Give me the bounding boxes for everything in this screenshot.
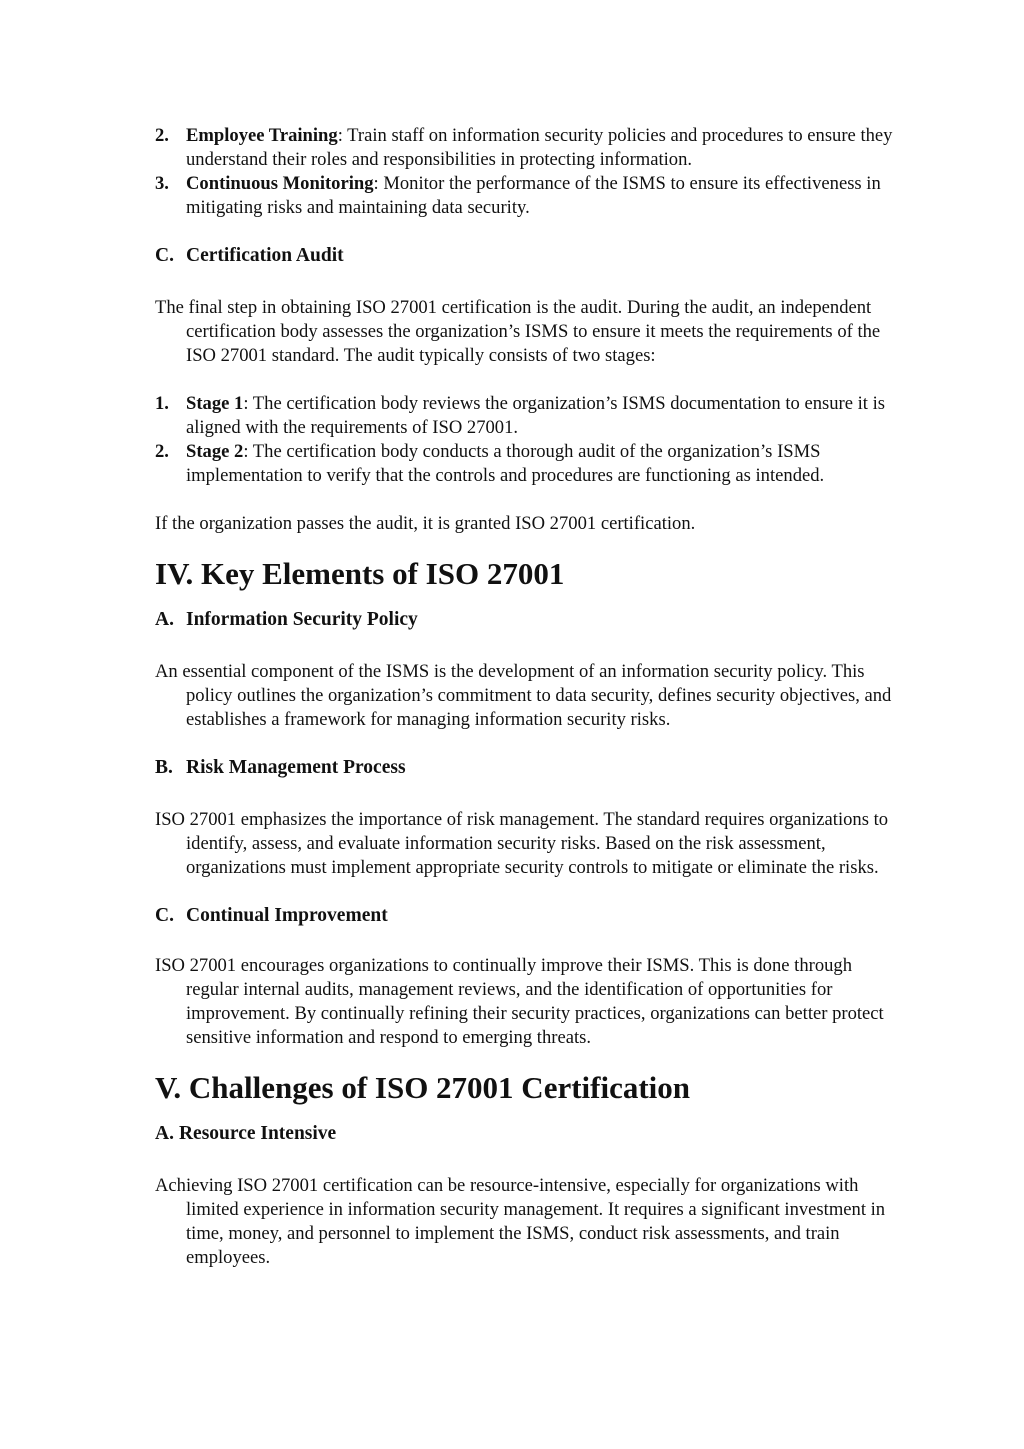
subheading-risk-management-process <box>155 756 905 780</box>
list-text: : Train staff on information security policies and procedures to ensure they understand their roles and responsibilities in protecting information. <box>186 125 893 170</box>
subheading-resource-intensive <box>155 1122 905 1146</box>
subheading-text: Continual Improvement <box>186 905 388 926</box>
list-item <box>155 440 905 488</box>
subheading-text: Certification Audit <box>186 245 344 266</box>
list-text: : Monitor the performance of the ISMS to ensure its effectiveness in mitigating risks and maintaining data security. <box>186 173 881 218</box>
subheading-letter: C. <box>155 905 174 926</box>
paragraph-risk-management-process: ISO 27001 emphasizes the importance of risk management. The standard requires organizations to identify, assess, and evaluate information security risks. Based on the risk assessment, organizations must implement appropriate security controls to mitigate or eliminate the risks. <box>155 809 889 878</box>
subheading-letter: A. <box>155 609 174 630</box>
subheading-letter: B. <box>155 757 173 778</box>
subheading-letter: A. <box>155 1123 174 1144</box>
list-term: Continuous Monitoring <box>186 173 374 194</box>
list-item <box>155 124 905 172</box>
section-heading-key-elements: IV. Key Elements of ISO 27001 <box>155 556 565 591</box>
list-number: 2. <box>155 441 169 462</box>
paragraph-audit-result: If the organization passes the audit, it is granted ISO 27001 certification. <box>155 513 696 534</box>
subheading-certification-audit <box>155 244 905 268</box>
section-heading-challenges: V. Challenges of ISO 27001 Certification <box>155 1070 691 1105</box>
audit-stages-list <box>155 392 905 488</box>
subheading-continual-improvement <box>155 904 905 928</box>
list-number: 1. <box>155 393 169 414</box>
document-page <box>155 124 905 1270</box>
implementation-steps-list <box>155 124 905 220</box>
subheading-text: Risk Management Process <box>186 757 406 778</box>
list-text: : The certification body reviews the organization’s ISMS documentation to ensure it is aligned with the requirements of ISO 27001. <box>186 393 886 438</box>
list-term: Stage 2 <box>186 441 244 462</box>
subheading-letter: C. <box>155 245 174 266</box>
list-number: 2. <box>155 125 169 146</box>
subheading-information-security-policy <box>155 608 905 632</box>
list-item <box>155 172 905 220</box>
paragraph-information-security-policy: An essential component of the ISMS is the development of an information security policy. This policy outlines the organization’s commitment to data security, defines security objectives, and establishes a framework for managing information security risks. <box>155 661 892 730</box>
subheading-text: Resource Intensive <box>178 1123 337 1144</box>
list-term: Stage 1 <box>186 393 244 414</box>
paragraph-continual-improvement: ISO 27001 encourages organizations to continually improve their ISMS. This is done through regular internal audits, management reviews, and the identification of opportunities for improvement. By continually refining their security practices, organizations can better protect sensitive information and respond to emerging threats. <box>155 955 884 1048</box>
list-text: : The certification body conducts a thorough audit of the organization’s ISMS implementation to verify that the controls and procedures are functioning as intended. <box>186 441 825 486</box>
paragraph-resource-intensive: Achieving ISO 27001 certification can be resource-intensive, especially for organizations with limited experience in information security management. It requires a significant investment in time, money, and personnel to implement the ISMS, conduct risk assessments, and train employees. <box>155 1175 886 1268</box>
paragraph-certification-audit: The final step in obtaining ISO 27001 certification is the audit. During the audit, an independent certification body assesses the organization’s ISMS to ensure it meets the requirements of the ISO 27001 standard. The audit typically consists of two stages: <box>155 297 881 366</box>
subheading-text: Information Security Policy <box>186 609 418 630</box>
list-number: 3. <box>155 173 169 194</box>
list-term: Employee Training <box>186 125 338 146</box>
list-item <box>155 392 905 440</box>
